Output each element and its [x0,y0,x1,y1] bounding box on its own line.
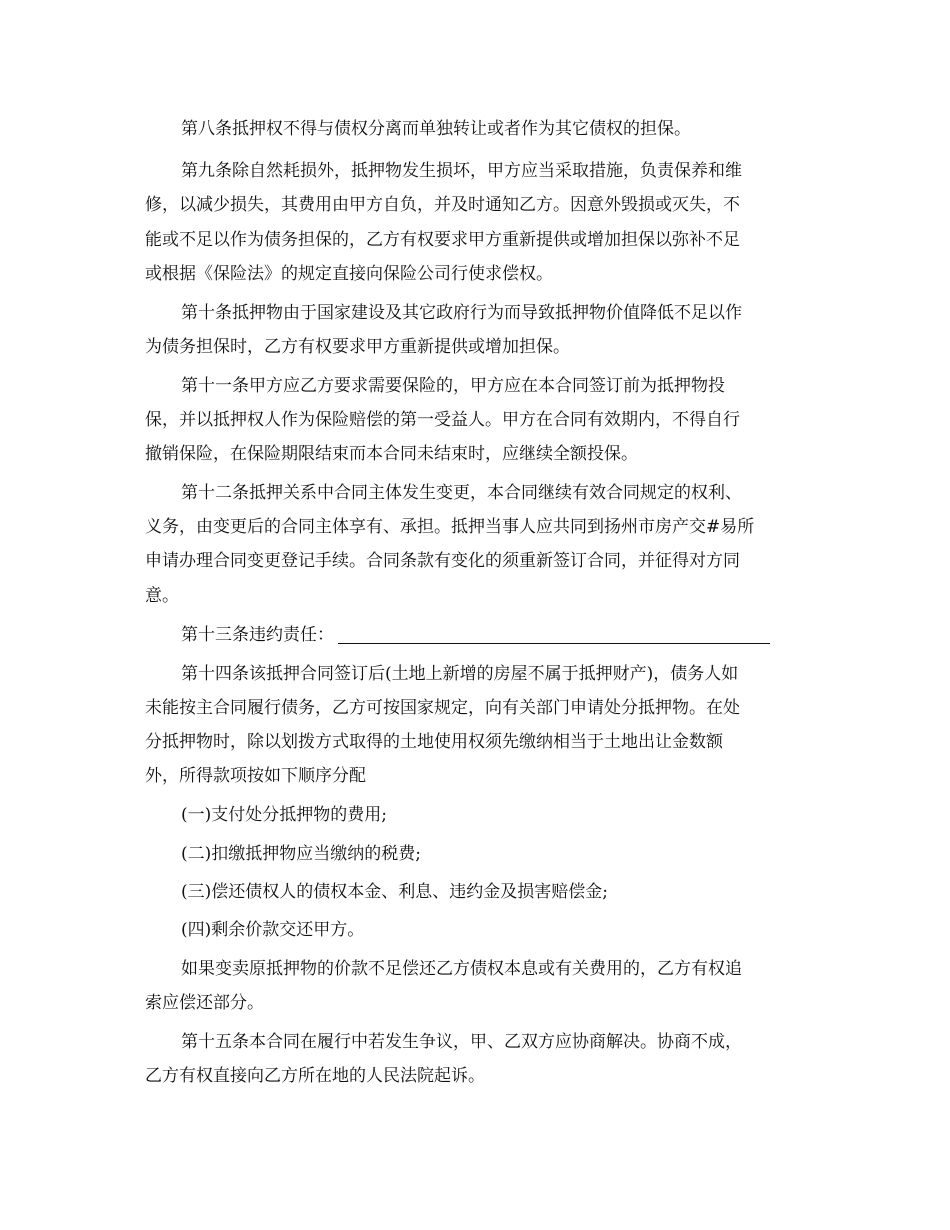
text: 第十五条本合同在履行中若发生争议，甲、乙双方应协商解决。协商不成， [181,1032,742,1052]
text: 第十二条抵押关系中合同主体发生变更，本合同继续有效合同规定的权利、 [181,483,742,503]
article-13-line [181,627,770,644]
text: 义务，由变更后的合同主体享有、承担。抵押当事人应共同到扬州市房产交#易所 [145,517,755,537]
text: 分抵押物时，除以划拨方式取得的土地使用权须先缴纳相当于土地出让金数额 [145,732,723,752]
article-9-line-3 [145,232,740,249]
text: (一)支付处分抵押物的费用; [181,805,387,825]
article-9-line-2 [145,197,740,214]
text: 保，并以抵押权人作为保险赔偿的第一受益人。甲方在合同有效期内，不得自行 [145,410,740,430]
text: 第九条除自然耗损外，抵押物发生损坏，甲方应当采取措施，负责保养和维 [181,161,742,181]
article-11-line-1 [181,378,725,395]
article-9-line-1 [181,163,742,180]
article-12-line-4 [145,588,179,605]
text: (二)扣缴抵押物应当缴纳的税费; [181,844,421,864]
text: (四)剩余价款交还甲方。 [181,920,365,940]
article-12-line-2 [145,519,754,536]
fill-in-blank-line [338,643,770,644]
text: 未能按主合同履行债务，乙方可按国家规定，向有关部门申请处分抵押物。在处 [145,698,740,718]
list-item-2 [181,846,421,863]
article-12-line-3 [145,553,740,570]
list-item-1 [181,807,387,824]
text: 为债务担保时，乙方有权要求甲方重新提供或增加担保。 [145,337,570,357]
article-11-line-2 [145,412,740,429]
text: 申请办理合同变更登记手续。合同条款有变化的须重新签订合同，并征得对方同 [145,551,740,571]
article-15-line-2 [145,1068,485,1085]
text: 第十条抵押物由于国家建设及其它政府行为而导致抵押物价值降低不足以作 [181,303,742,323]
text: 意。 [145,586,179,606]
article-11-line-3 [145,446,638,463]
text: 乙方有权直接向乙方所在地的人民法院起诉。 [145,1066,485,1086]
text: 第八条抵押权不得与债权分离而单独转让或者作为其它债权的担保。 [181,119,691,139]
article-10-line-2 [145,339,570,356]
list-item-4 [181,922,364,939]
text: 外，所得款项按如下顺序分配 [145,766,366,786]
article-10-line-1 [181,305,742,322]
article-9-line-4 [145,266,553,283]
text: 如果变卖原抵押物的价款不足偿还乙方债权本息或有关费用的，乙方有权追 [181,959,742,979]
article-14-line-3 [145,734,723,751]
list-item-3 [181,884,608,901]
article-12-line-1 [181,485,742,502]
article-15-line-1 [181,1034,742,1051]
article-14-line-4 [145,768,366,785]
text: 第十三条违约责任： [181,625,334,645]
text: 索应偿还部分。 [145,993,264,1013]
text: 第十一条甲方应乙方要求需要保险的，甲方应在本合同签订前为抵押物投 [181,376,725,396]
text: (三)偿还债权人的债权本金、利息、违约金及损害赔偿金; [181,882,608,902]
text: 能或不足以作为债务担保的，乙方有权要求甲方重新提供或增加担保以弥补不足 [145,230,740,250]
article-14-line-2 [145,700,740,717]
text: 撤销保险，在保险期限结束而本合同未结束时，应继续全额投保。 [145,444,638,464]
shortfall-clause-line-1 [181,961,742,978]
text: 第十四条该抵押合同签订后(土地上新增的房屋不属于抵押财产)，债务人如 [181,664,739,684]
text: 修，以减少损失，其费用由甲方自负，并及时通知乙方。因意外毁损或灭失，不 [145,195,740,215]
article-14-line-1 [181,666,738,683]
shortfall-clause-line-2 [145,995,264,1012]
article-8-line-1 [181,121,691,138]
text: 或根据《保险法》的规定直接向保险公司行使求偿权。 [145,264,553,284]
